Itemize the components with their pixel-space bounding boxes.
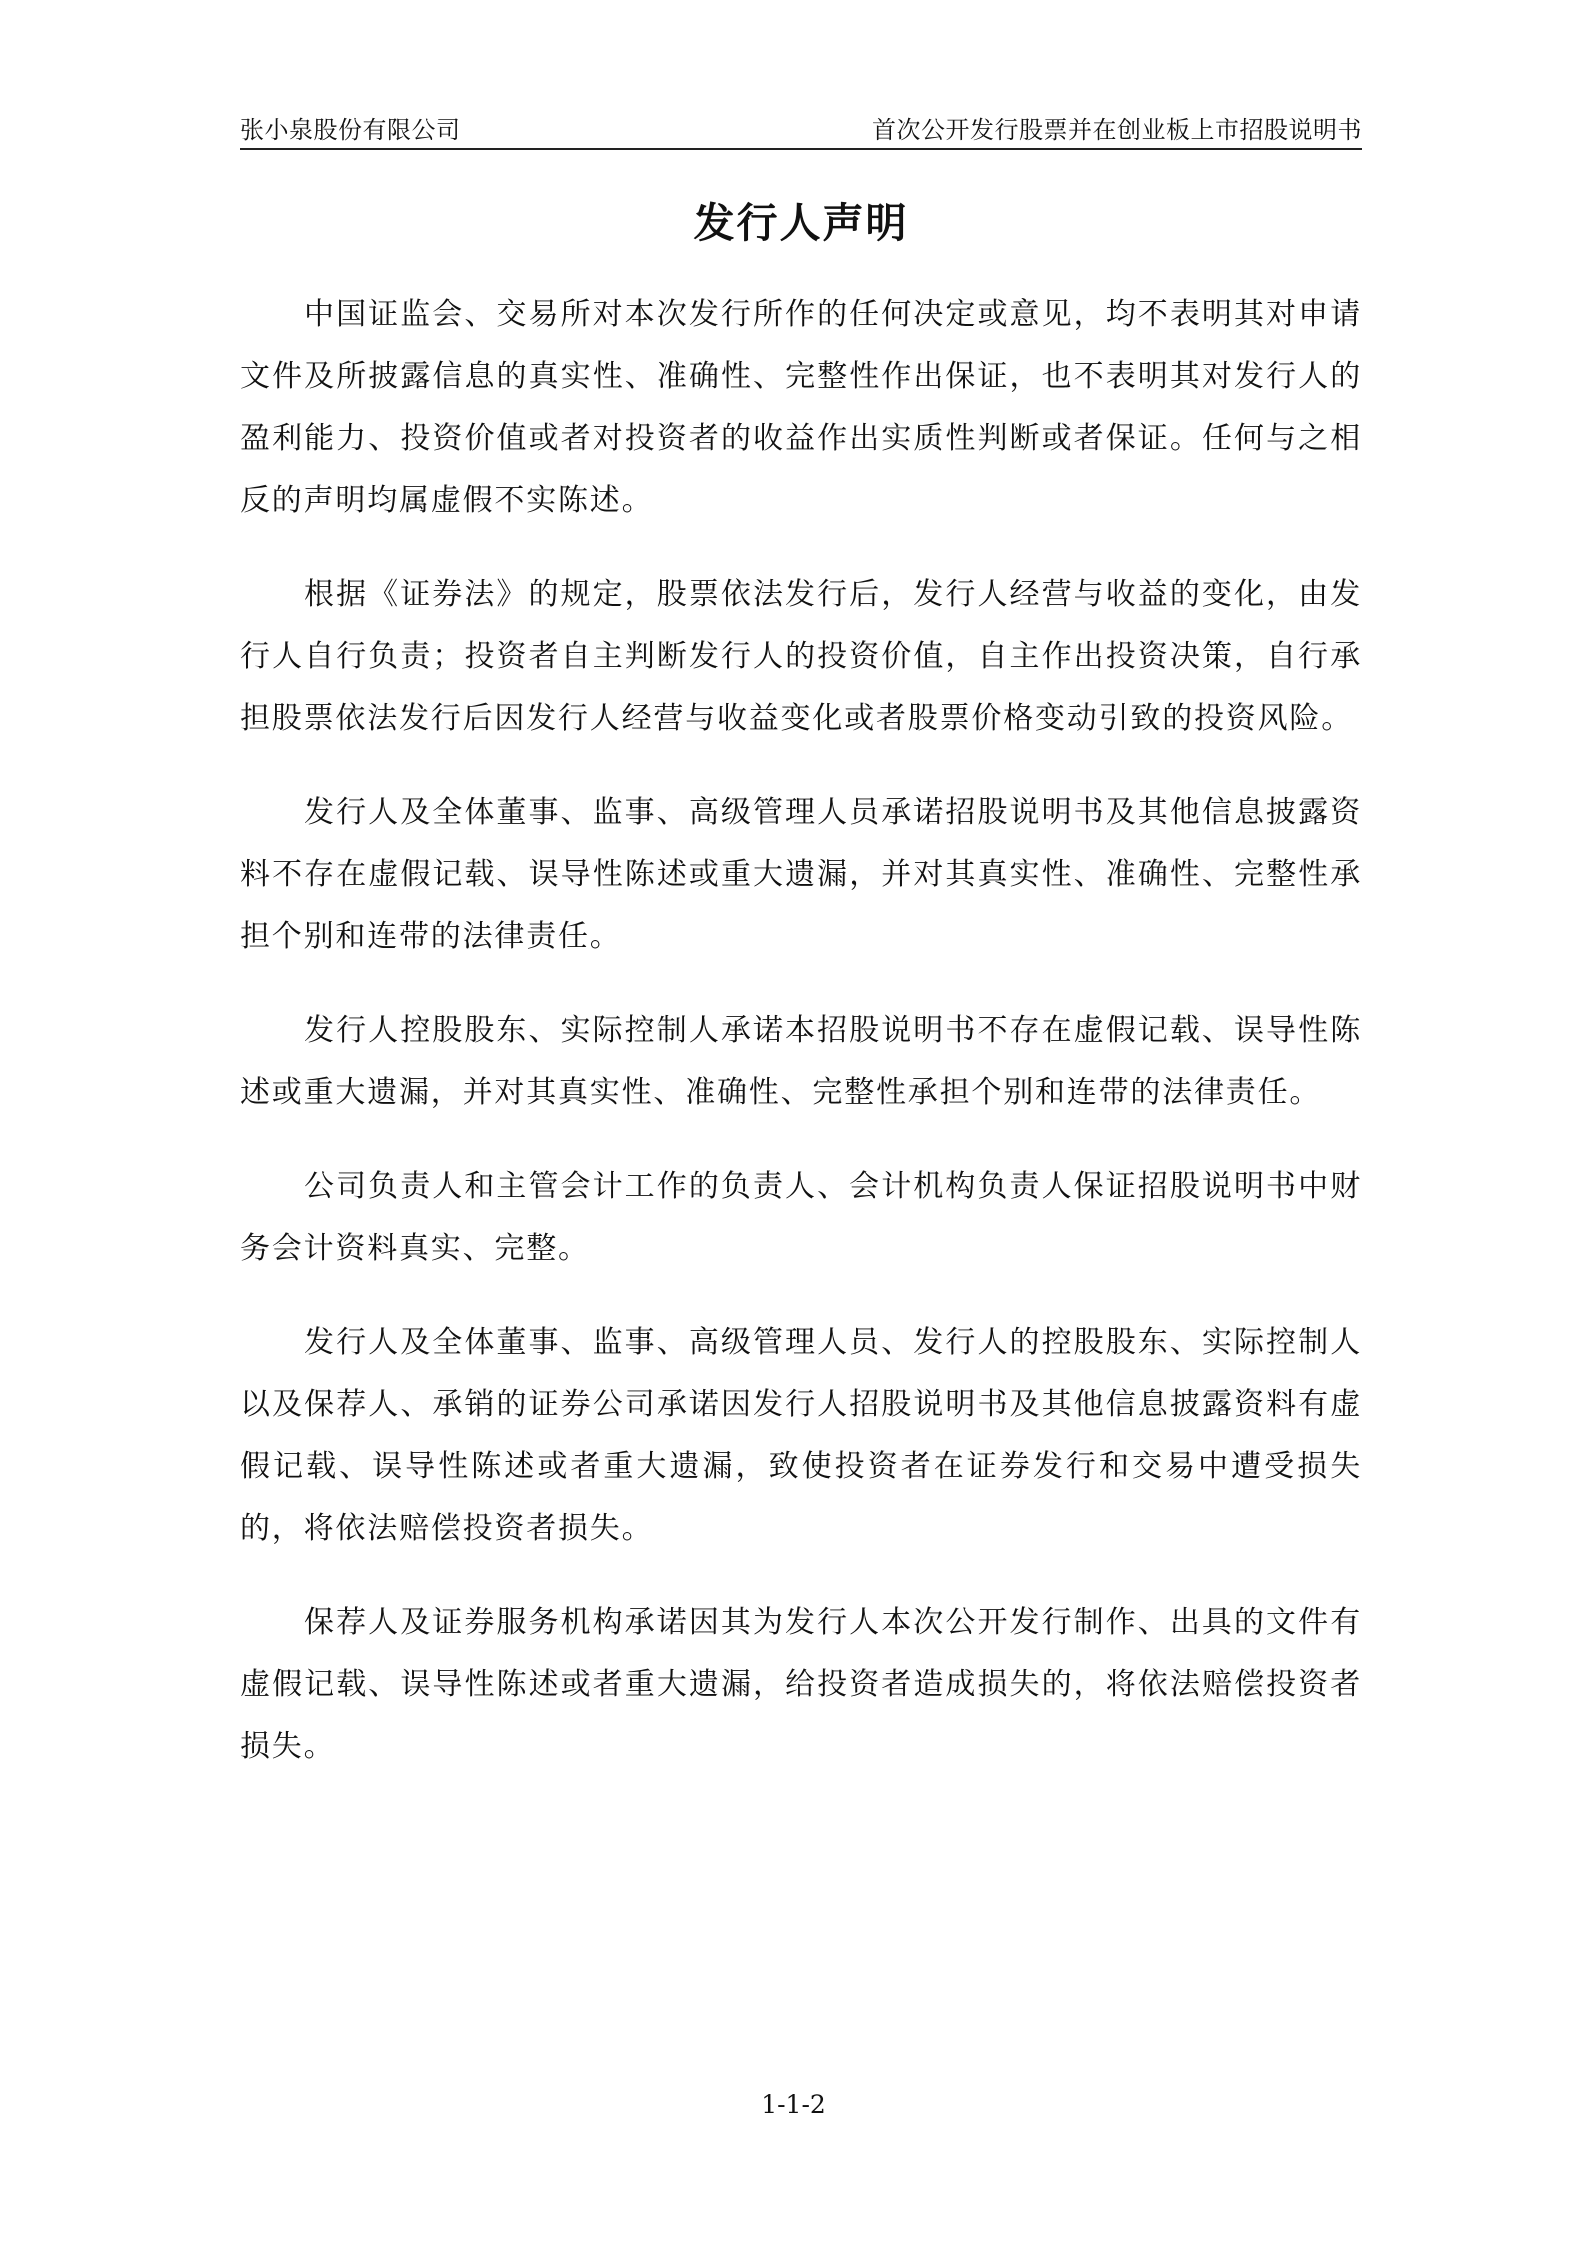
page-header [240, 108, 1362, 150]
header-document-title: 首次公开发行股票并在创业板上市招股说明书 [872, 116, 1362, 144]
statement-body [240, 284, 1362, 1810]
paragraph-directors-commitment: 发行人及全体董事、监事、高级管理人员承诺招股说明书及其他信息披露资料不存在虚假记载、误导性陈述或重大遗漏，并对其真实性、准确性、完整性承担个别和连带的法律责任。 [240, 795, 1362, 954]
paragraph-regulator-disclaimer: 中国证监会、交易所对本次发行所作的任何决定或意见，均不表明其对申请文件及所披露信息的真实性、准确性、完整性作出保证，也不表明其对发行人的盈利能力、投资价值或者对投资者的收益作出实质性判断或者保证。任何与之相反的声明均属虚假不实陈述。 [240, 297, 1362, 518]
paragraph-financial-guarantee: 公司负责人和主管会计工作的负责人、会计机构负责人保证招股说明书中财务会计资料真实、完整。 [240, 1169, 1362, 1266]
paragraph-compensation-commitment: 发行人及全体董事、监事、高级管理人员、发行人的控股股东、实际控制人以及保荐人、承销的证券公司承诺因发行人招股说明书及其他信息披露资料有虚假记载、误导性陈述或者重大遗漏，致使投资者在证券发行和交易中遭受损失的，将依法赔偿投资者损失。 [240, 1325, 1362, 1546]
paragraph-controlling-shareholder-commitment: 发行人控股股东、实际控制人承诺本招股说明书不存在虚假记载、误导性陈述或重大遗漏，并对其真实性、准确性、完整性承担个别和连带的法律责任。 [240, 1013, 1362, 1110]
page-title: 发行人声明 [693, 199, 909, 247]
paragraph-investment-risk: 根据《证券法》的规定，股票依法发行后，发行人经营与收益的变化，由发行人自行负责；投资者自主判断发行人的投资价值，自主作出投资决策，自行承担股票依法发行后因发行人经营与收益变化或者股票价格变动引致的投资风险。 [240, 577, 1362, 736]
page-number: 1-1-2 [761, 2090, 826, 2119]
paragraph-sponsor-commitment: 保荐人及证券服务机构承诺因其为发行人本次公开发行制作、出具的文件有虚假记载、误导性陈述或者重大遗漏，给投资者造成损失的，将依法赔偿投资者损失。 [240, 1605, 1362, 1764]
header-company-name: 张小泉股份有限公司 [240, 116, 461, 144]
